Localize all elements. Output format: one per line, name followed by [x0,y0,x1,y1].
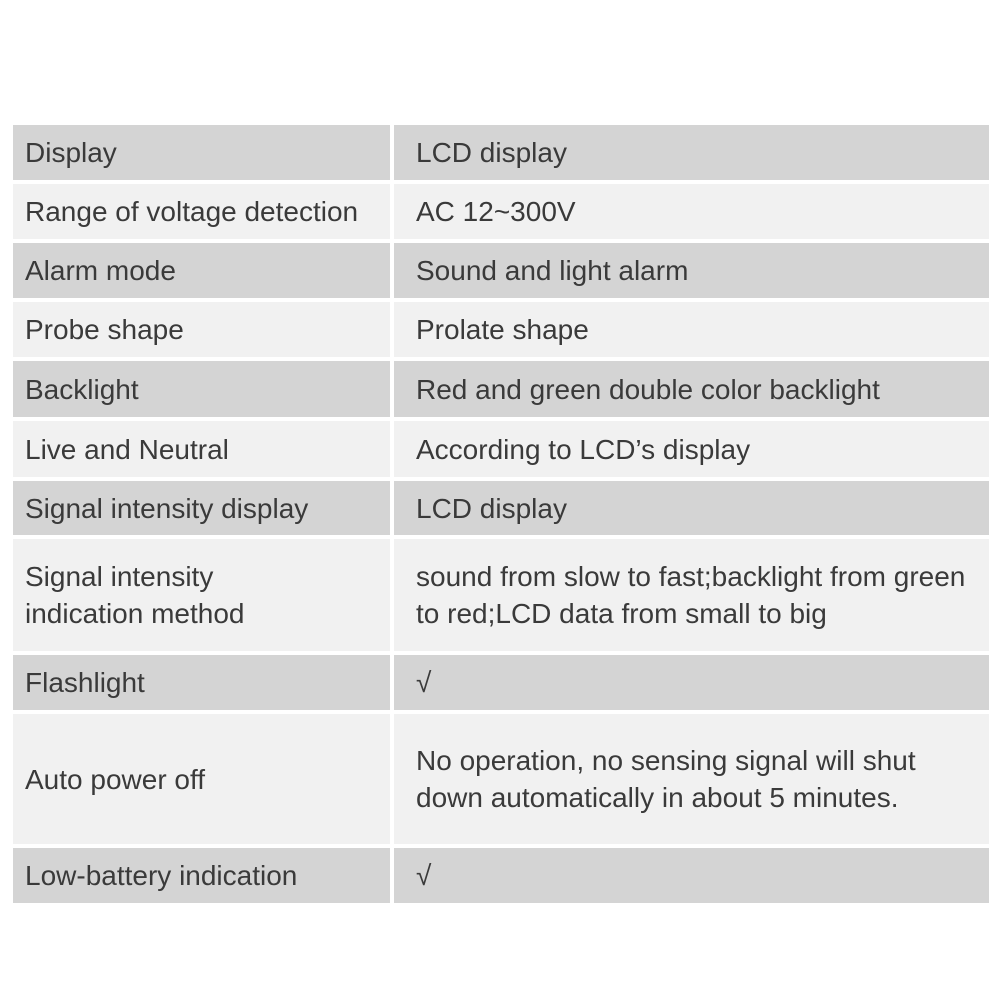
row-label: Backlight [13,361,390,417]
row-label: Signal intensity display [13,481,390,535]
row-value: AC 12~300V [394,184,989,239]
row-label: Flashlight [13,655,390,710]
row-value: LCD display [394,125,989,180]
table-row [13,421,989,477]
table-row [13,184,989,239]
spec-table [13,125,989,907]
table-row [13,655,989,710]
table-row [13,125,989,180]
table-row [13,714,989,844]
row-label: Low-battery indication [13,848,390,903]
row-value: Prolate shape [394,302,989,357]
row-value: No operation, no sensing signal will shut down automatically in about 5 minutes. [394,714,989,844]
table-row [13,361,989,417]
row-label: Live and Neutral [13,421,390,477]
row-value: sound from slow to fast;backlight from green to red;LCD data from small to big [394,539,989,651]
table-row [13,302,989,357]
row-value: Red and green double color backlight [394,361,989,417]
table-row [13,243,989,298]
row-value: Sound and light alarm [394,243,989,298]
row-label: Signal intensity indication method [13,539,390,651]
row-label: Range of voltage detection [13,184,390,239]
row-value: √ [394,655,989,710]
table-row [13,848,989,903]
table-row [13,481,989,535]
table-row [13,539,989,651]
row-label: Display [13,125,390,180]
row-value: √ [394,848,989,903]
row-label: Alarm mode [13,243,390,298]
row-label: Probe shape [13,302,390,357]
row-value: According to LCD’s display [394,421,989,477]
row-label: Auto power off [13,714,390,844]
row-value: LCD display [394,481,989,535]
